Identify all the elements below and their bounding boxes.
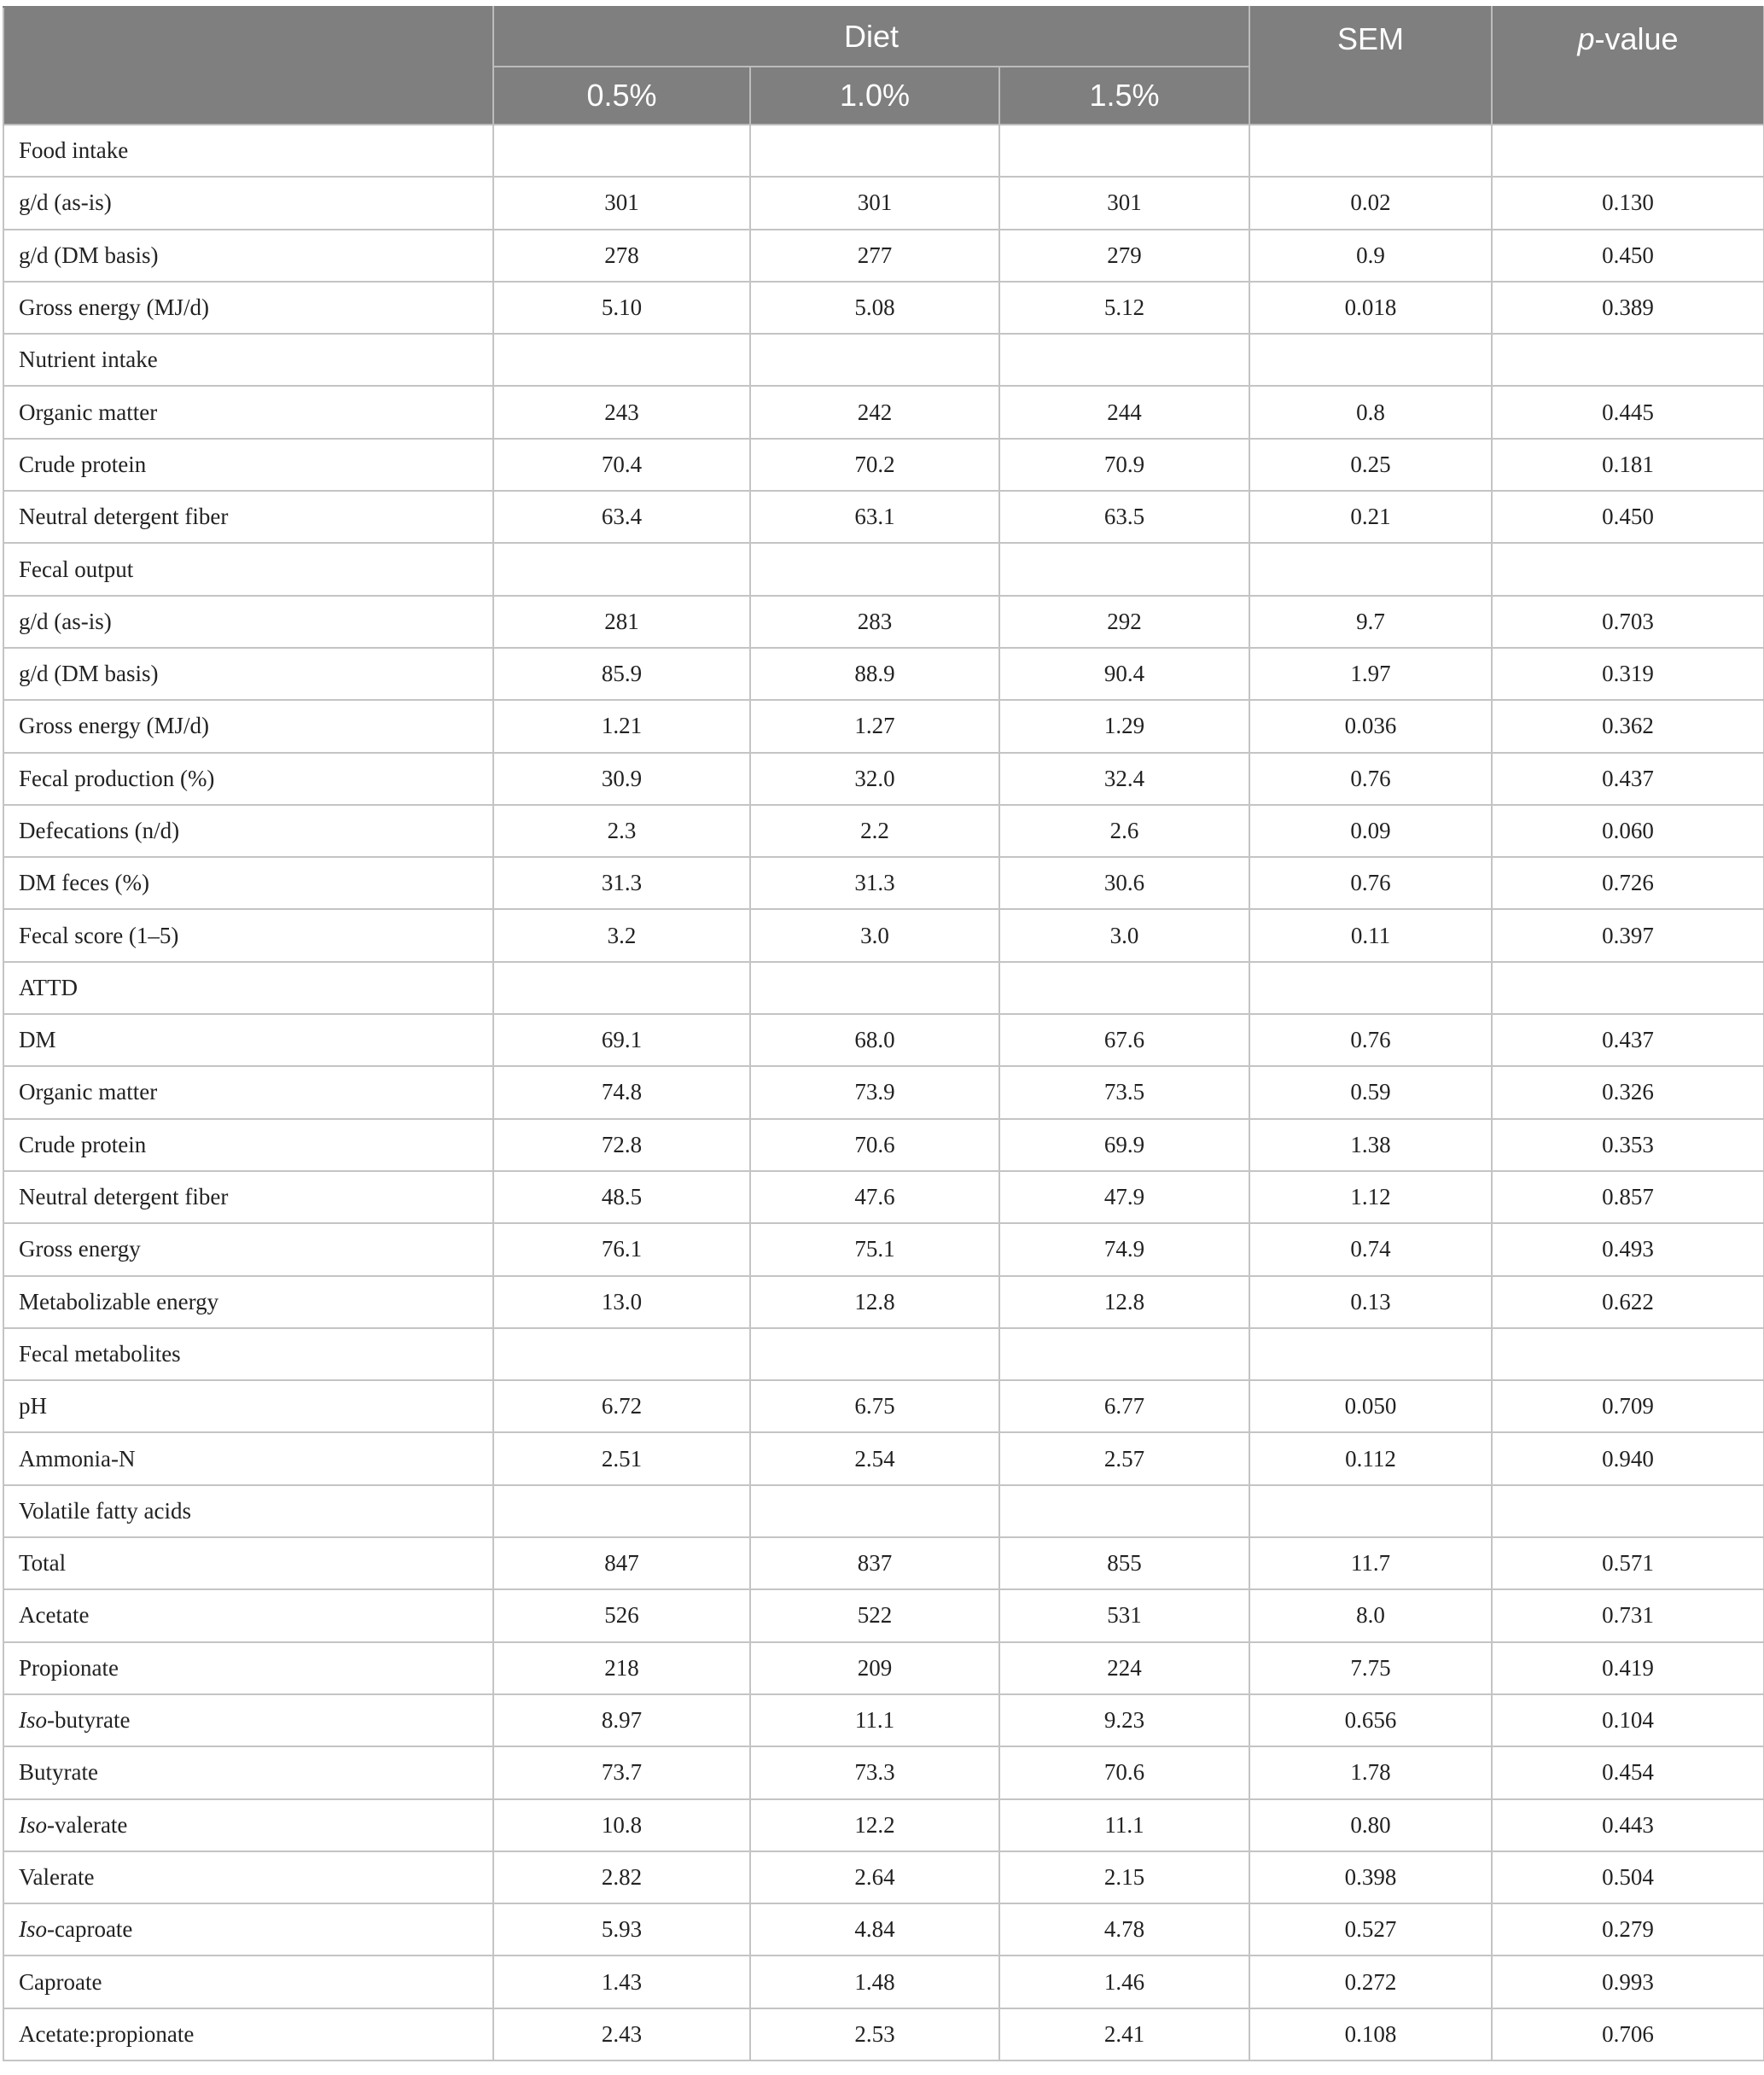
row-label-text: -valerate (47, 1811, 128, 1838)
row-label (3, 1799, 493, 1851)
value-pvalue: 0.419 (1492, 1642, 1764, 1694)
value-pvalue: 0.181 (1492, 439, 1764, 491)
value-1-0: 70.2 (750, 439, 999, 491)
value-pvalue: 0.104 (1492, 1694, 1764, 1746)
table-row (3, 753, 1764, 805)
value-1-5: 244 (999, 386, 1249, 438)
value-0-5: 31.3 (493, 857, 750, 909)
row-label: pH (3, 1380, 493, 1432)
header-blank-cell (3, 7, 493, 125)
value-1-0: 283 (750, 596, 999, 648)
value-1-5: 292 (999, 596, 1249, 648)
value-sem: 1.97 (1249, 648, 1492, 700)
value-0-5: 69.1 (493, 1014, 750, 1066)
value-1-5: 2.41 (999, 2008, 1249, 2060)
value-pvalue: 0.709 (1492, 1380, 1764, 1432)
value-1-5 (999, 543, 1249, 595)
table-body (3, 125, 1764, 2060)
row-label: ATTD (3, 962, 493, 1014)
value-1-0: 4.84 (750, 1903, 999, 1956)
value-1-5 (999, 1328, 1249, 1380)
value-pvalue: 0.571 (1492, 1537, 1764, 1589)
value-pvalue: 0.443 (1492, 1799, 1764, 1851)
row-label: Fecal output (3, 543, 493, 595)
value-1-5: 4.78 (999, 1903, 1249, 1956)
value-pvalue: 0.493 (1492, 1223, 1764, 1275)
value-sem (1249, 543, 1492, 595)
value-sem: 0.25 (1249, 439, 1492, 491)
value-0-5: 301 (493, 177, 750, 229)
value-1-5: 63.5 (999, 491, 1249, 543)
row-label-text: -butyrate (47, 1707, 131, 1734)
value-1-5: 6.77 (999, 1380, 1249, 1432)
value-pvalue: 0.397 (1492, 909, 1764, 961)
value-0-5: 1.21 (493, 700, 750, 752)
value-0-5: 8.97 (493, 1694, 750, 1746)
table-row (3, 125, 1764, 177)
value-1-0: 837 (750, 1537, 999, 1589)
table-row (3, 282, 1764, 334)
value-pvalue: 0.362 (1492, 700, 1764, 752)
row-label: Butyrate (3, 1746, 493, 1798)
value-sem: 0.656 (1249, 1694, 1492, 1746)
row-label: Organic matter (3, 1066, 493, 1118)
value-sem: 0.050 (1249, 1380, 1492, 1432)
value-pvalue: 0.993 (1492, 1956, 1764, 2008)
row-label: g/d (as-is) (3, 177, 493, 229)
value-1-5: 2.15 (999, 1851, 1249, 1903)
row-label: Fecal score (1–5) (3, 909, 493, 961)
value-pvalue: 0.437 (1492, 1014, 1764, 1066)
value-0-5: 5.10 (493, 282, 750, 334)
value-sem: 0.59 (1249, 1066, 1492, 1118)
table-row (3, 1694, 1764, 1746)
value-1-0: 88.9 (750, 648, 999, 700)
value-0-5: 85.9 (493, 648, 750, 700)
table-row (3, 334, 1764, 386)
value-pvalue (1492, 334, 1764, 386)
value-pvalue: 0.060 (1492, 805, 1764, 857)
value-1-0: 242 (750, 386, 999, 438)
value-sem: 0.76 (1249, 857, 1492, 909)
value-pvalue: 0.703 (1492, 596, 1764, 648)
value-pvalue: 0.726 (1492, 857, 1764, 909)
value-1-0: 209 (750, 1642, 999, 1694)
value-0-5 (493, 1328, 750, 1380)
row-label: DM (3, 1014, 493, 1066)
table-row (3, 1328, 1764, 1380)
value-1-0 (750, 1485, 999, 1537)
value-1-0 (750, 334, 999, 386)
value-sem: 1.12 (1249, 1171, 1492, 1223)
row-label: g/d (DM basis) (3, 230, 493, 282)
table-row (3, 962, 1764, 1014)
value-0-5: 74.8 (493, 1066, 750, 1118)
value-1-0 (750, 962, 999, 1014)
value-1-5: 67.6 (999, 1014, 1249, 1066)
value-1-5: 9.23 (999, 1694, 1249, 1746)
value-0-5: 243 (493, 386, 750, 438)
value-1-0: 73.9 (750, 1066, 999, 1118)
value-sem (1249, 962, 1492, 1014)
row-label: Valerate (3, 1851, 493, 1903)
row-label: Ammonia-N (3, 1432, 493, 1484)
table-row (3, 1537, 1764, 1589)
table-row (3, 439, 1764, 491)
table-row (3, 1066, 1764, 1118)
table-row (3, 1589, 1764, 1641)
value-pvalue: 0.940 (1492, 1432, 1764, 1484)
value-pvalue (1492, 125, 1764, 177)
value-1-5: 70.6 (999, 1746, 1249, 1798)
value-sem: 1.78 (1249, 1746, 1492, 1798)
header-sem: SEM (1249, 7, 1492, 125)
table-row (3, 1642, 1764, 1694)
value-sem: 11.7 (1249, 1537, 1492, 1589)
value-pvalue: 0.130 (1492, 177, 1764, 229)
table-row (3, 1014, 1764, 1066)
value-sem: 1.38 (1249, 1119, 1492, 1171)
value-0-5: 2.43 (493, 2008, 750, 2060)
header-pvalue-italic: p (1577, 21, 1595, 56)
row-label: Organic matter (3, 386, 493, 438)
value-sem (1249, 1328, 1492, 1380)
value-pvalue: 0.731 (1492, 1589, 1764, 1641)
value-0-5: 72.8 (493, 1119, 750, 1171)
value-sem: 0.398 (1249, 1851, 1492, 1903)
value-pvalue: 0.450 (1492, 491, 1764, 543)
row-label-italic-prefix: Iso (19, 1916, 47, 1943)
value-0-5: 218 (493, 1642, 750, 1694)
value-1-0: 68.0 (750, 1014, 999, 1066)
value-1-0: 12.8 (750, 1276, 999, 1328)
value-0-5: 526 (493, 1589, 750, 1641)
row-label-text: -caproate (47, 1916, 133, 1943)
header-level-1-0: 1.0% (750, 67, 999, 125)
table-row (3, 1119, 1764, 1171)
value-pvalue: 0.319 (1492, 648, 1764, 700)
table-row (3, 1903, 1764, 1956)
value-0-5: 10.8 (493, 1799, 750, 1851)
row-label: Crude protein (3, 439, 493, 491)
value-pvalue (1492, 962, 1764, 1014)
value-1-5: 90.4 (999, 648, 1249, 700)
value-1-0: 5.08 (750, 282, 999, 334)
value-1-5: 11.1 (999, 1799, 1249, 1851)
value-0-5: 70.4 (493, 439, 750, 491)
value-1-5: 855 (999, 1537, 1249, 1589)
table-row (3, 857, 1764, 909)
row-label: Gross energy (3, 1223, 493, 1275)
table-row (3, 230, 1764, 282)
value-pvalue (1492, 1328, 1764, 1380)
table-row (3, 909, 1764, 961)
row-label: Volatile fatty acids (3, 1485, 493, 1537)
value-pvalue: 0.353 (1492, 1119, 1764, 1171)
table-row (3, 805, 1764, 857)
value-0-5 (493, 962, 750, 1014)
value-1-0: 12.2 (750, 1799, 999, 1851)
value-pvalue: 0.326 (1492, 1066, 1764, 1118)
table-row (3, 700, 1764, 752)
row-label-italic-prefix: Iso (19, 1811, 47, 1838)
value-1-5: 301 (999, 177, 1249, 229)
value-0-5: 30.9 (493, 753, 750, 805)
value-1-5: 69.9 (999, 1119, 1249, 1171)
table-row (3, 491, 1764, 543)
row-label: Defecations (n/d) (3, 805, 493, 857)
value-1-0: 70.6 (750, 1119, 999, 1171)
value-sem: 0.09 (1249, 805, 1492, 857)
value-1-0 (750, 1328, 999, 1380)
table-row (3, 2008, 1764, 2060)
table-row (3, 177, 1764, 229)
value-0-5: 2.82 (493, 1851, 750, 1903)
value-pvalue: 0.622 (1492, 1276, 1764, 1328)
value-sem: 0.527 (1249, 1903, 1492, 1956)
header-level-0-5: 0.5% (493, 67, 750, 125)
value-pvalue: 0.445 (1492, 386, 1764, 438)
header-diet: Diet (493, 7, 1249, 67)
value-1-5: 47.9 (999, 1171, 1249, 1223)
table-row (3, 1223, 1764, 1275)
value-1-5 (999, 962, 1249, 1014)
value-1-0: 32.0 (750, 753, 999, 805)
table-row (3, 596, 1764, 648)
table-row (3, 1432, 1764, 1484)
value-sem: 0.80 (1249, 1799, 1492, 1851)
value-sem: 0.108 (1249, 2008, 1492, 2060)
row-label: Fecal production (%) (3, 753, 493, 805)
row-label: Crude protein (3, 1119, 493, 1171)
value-1-0: 2.2 (750, 805, 999, 857)
value-sem: 0.11 (1249, 909, 1492, 961)
value-1-0: 75.1 (750, 1223, 999, 1275)
value-1-5: 73.5 (999, 1066, 1249, 1118)
row-label: Neutral detergent fiber (3, 491, 493, 543)
row-label: Nutrient intake (3, 334, 493, 386)
value-sem: 0.036 (1249, 700, 1492, 752)
table-row (3, 386, 1764, 438)
row-label: Food intake (3, 125, 493, 177)
table-row (3, 1956, 1764, 2008)
value-1-0: 1.48 (750, 1956, 999, 2008)
value-sem: 0.74 (1249, 1223, 1492, 1275)
value-1-5 (999, 334, 1249, 386)
row-label (3, 1903, 493, 1956)
row-label: Acetate:propionate (3, 2008, 493, 2060)
value-1-5: 224 (999, 1642, 1249, 1694)
value-1-0: 31.3 (750, 857, 999, 909)
value-sem (1249, 334, 1492, 386)
value-sem: 0.018 (1249, 282, 1492, 334)
value-1-0: 522 (750, 1589, 999, 1641)
header-level-1-5: 1.5% (999, 67, 1249, 125)
value-1-0: 1.27 (750, 700, 999, 752)
row-label: Gross energy (MJ/d) (3, 282, 493, 334)
value-sem: 0.21 (1249, 491, 1492, 543)
value-0-5: 76.1 (493, 1223, 750, 1275)
row-label: g/d (as-is) (3, 596, 493, 648)
table-row (3, 1171, 1764, 1223)
row-label: Neutral detergent fiber (3, 1171, 493, 1223)
row-label: g/d (DM basis) (3, 648, 493, 700)
table-row (3, 543, 1764, 595)
header-pvalue (1492, 7, 1764, 125)
results-table (3, 6, 1764, 2061)
value-1-5: 2.6 (999, 805, 1249, 857)
value-sem: 0.8 (1249, 386, 1492, 438)
value-pvalue: 0.504 (1492, 1851, 1764, 1903)
value-1-5: 32.4 (999, 753, 1249, 805)
table-row (3, 648, 1764, 700)
row-label-italic-prefix: Iso (19, 1707, 47, 1734)
value-0-5: 13.0 (493, 1276, 750, 1328)
row-label: Caproate (3, 1956, 493, 2008)
value-1-0: 277 (750, 230, 999, 282)
table-row (3, 1485, 1764, 1537)
value-1-0: 63.1 (750, 491, 999, 543)
row-label: Gross energy (MJ/d) (3, 700, 493, 752)
value-1-5: 12.8 (999, 1276, 1249, 1328)
row-label: Total (3, 1537, 493, 1589)
value-0-5: 281 (493, 596, 750, 648)
row-label: Acetate (3, 1589, 493, 1641)
value-pvalue (1492, 543, 1764, 595)
table-row (3, 1276, 1764, 1328)
value-0-5 (493, 543, 750, 595)
value-1-0: 6.75 (750, 1380, 999, 1432)
table-header (3, 7, 1764, 125)
value-sem: 8.0 (1249, 1589, 1492, 1641)
table-row (3, 1851, 1764, 1903)
value-pvalue (1492, 1485, 1764, 1537)
row-label: DM feces (%) (3, 857, 493, 909)
value-1-0: 301 (750, 177, 999, 229)
value-0-5: 6.72 (493, 1380, 750, 1432)
value-1-5: 74.9 (999, 1223, 1249, 1275)
value-0-5: 3.2 (493, 909, 750, 961)
value-1-5: 5.12 (999, 282, 1249, 334)
value-0-5: 5.93 (493, 1903, 750, 1956)
value-1-5 (999, 1485, 1249, 1537)
value-sem: 0.112 (1249, 1432, 1492, 1484)
value-0-5: 63.4 (493, 491, 750, 543)
value-sem: 0.76 (1249, 753, 1492, 805)
value-sem: 0.02 (1249, 177, 1492, 229)
value-0-5 (493, 334, 750, 386)
value-pvalue: 0.454 (1492, 1746, 1764, 1798)
value-1-5: 1.46 (999, 1956, 1249, 2008)
value-1-5: 279 (999, 230, 1249, 282)
value-0-5: 278 (493, 230, 750, 282)
value-1-5: 30.6 (999, 857, 1249, 909)
value-1-5 (999, 125, 1249, 177)
value-sem: 7.75 (1249, 1642, 1492, 1694)
value-sem: 9.7 (1249, 596, 1492, 648)
value-1-0: 3.0 (750, 909, 999, 961)
table-row (3, 1380, 1764, 1432)
value-1-0: 2.54 (750, 1432, 999, 1484)
value-0-5 (493, 125, 750, 177)
value-pvalue: 0.857 (1492, 1171, 1764, 1223)
value-1-0: 73.3 (750, 1746, 999, 1798)
value-0-5: 847 (493, 1537, 750, 1589)
value-1-0: 47.6 (750, 1171, 999, 1223)
value-pvalue: 0.389 (1492, 282, 1764, 334)
value-sem: 0.76 (1249, 1014, 1492, 1066)
value-pvalue: 0.450 (1492, 230, 1764, 282)
value-1-5: 3.0 (999, 909, 1249, 961)
value-sem (1249, 1485, 1492, 1537)
value-0-5: 73.7 (493, 1746, 750, 1798)
value-1-5: 1.29 (999, 700, 1249, 752)
row-label (3, 1694, 493, 1746)
value-1-0: 2.53 (750, 2008, 999, 2060)
value-1-5: 2.57 (999, 1432, 1249, 1484)
row-label: Propionate (3, 1642, 493, 1694)
value-0-5: 2.51 (493, 1432, 750, 1484)
row-label: Fecal metabolites (3, 1328, 493, 1380)
value-1-5: 531 (999, 1589, 1249, 1641)
value-1-0 (750, 125, 999, 177)
value-pvalue: 0.437 (1492, 753, 1764, 805)
value-sem (1249, 125, 1492, 177)
table-row (3, 1799, 1764, 1851)
value-pvalue: 0.279 (1492, 1903, 1764, 1956)
value-sem: 0.272 (1249, 1956, 1492, 2008)
row-label: Metabolizable energy (3, 1276, 493, 1328)
value-sem: 0.9 (1249, 230, 1492, 282)
value-0-5: 48.5 (493, 1171, 750, 1223)
header-pvalue-suffix: -value (1594, 21, 1679, 56)
value-1-0 (750, 543, 999, 595)
table-row (3, 1746, 1764, 1798)
value-1-5: 70.9 (999, 439, 1249, 491)
value-0-5 (493, 1485, 750, 1537)
value-0-5: 1.43 (493, 1956, 750, 2008)
value-0-5: 2.3 (493, 805, 750, 857)
value-sem: 0.13 (1249, 1276, 1492, 1328)
value-1-0: 11.1 (750, 1694, 999, 1746)
value-pvalue: 0.706 (1492, 2008, 1764, 2060)
value-1-0: 2.64 (750, 1851, 999, 1903)
